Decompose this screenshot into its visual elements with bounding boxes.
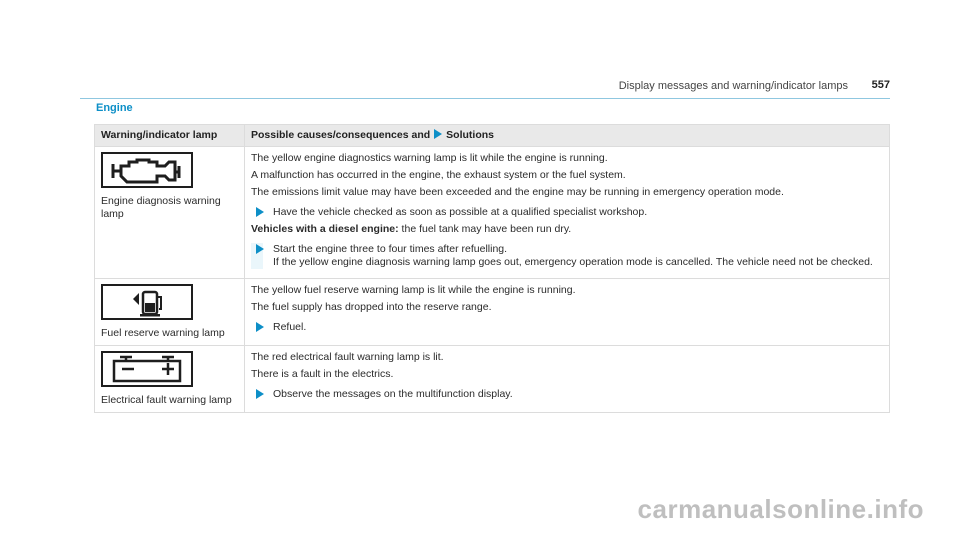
solutions-cell [245,147,890,279]
column-header-solutions-suffix: Solutions [446,129,495,141]
engine-check-icon [101,152,193,188]
table-row [95,147,890,279]
solutions-cell [245,279,890,346]
column-header-solutions [245,125,890,147]
running-title: Display messages and warning/indicator lamps [618,80,848,92]
solution-step [251,388,883,401]
solution-step [251,206,883,219]
arrow-right-icon [256,389,264,399]
diesel-note-text: the fuel tank may have been run dry. [398,223,572,235]
column-header-lamp: Warning/indicator lamp [95,125,245,147]
cause-text: The emissions limit value may have been exceeded and the engine may be running in emergency operation mode. [251,186,784,198]
solution-text: Start the engine three to four times after refuelling. [273,243,508,255]
arrow-right-icon [256,207,264,217]
cause-text: A malfunction has occurred in the engine, the exhaust system or the fuel system. [251,169,626,181]
page-header [80,78,890,99]
cause-text: The yellow engine diagnostics warning lamp is lit while the engine is running. [251,152,608,164]
lamp-label: Fuel reserve warning lamp [101,327,225,339]
diesel-note [251,223,883,236]
table-row [95,346,890,413]
lamp-cell [95,279,245,346]
cause-text: The yellow fuel reserve warning lamp is lit while the engine is running. [251,284,576,296]
arrow-right-icon [256,322,264,332]
warning-lamp-table [94,124,890,413]
diesel-note-label: Vehicles with a diesel engine: [251,223,399,235]
watermark: carmanualsonline.info [637,494,924,524]
fuel-pump-icon [101,284,193,320]
table-row [95,279,890,346]
lamp-cell [95,147,245,279]
section-title: Engine [96,102,133,114]
solution-text: Have the vehicle checked as soon as possible at a qualified specialist workshop. [273,206,648,218]
solution-step [251,243,883,269]
lamp-label: Electrical fault warning lamp [101,394,232,406]
page-number: 557 [871,79,890,91]
battery-icon [101,351,193,387]
solution-text: Refuel. [273,321,307,333]
cause-text: The fuel supply has dropped into the reserve range. [251,301,492,313]
solution-result-text: If the yellow engine diagnosis warning lamp goes out, emergency operation mode is cancelled. The vehicle need not be checked. [273,256,873,268]
arrow-right-icon [434,129,442,139]
solution-text: Observe the messages on the multifunction display. [273,388,513,400]
arrow-right-icon [256,244,264,254]
cause-text: There is a fault in the electrics. [251,368,394,380]
lamp-cell [95,346,245,413]
solution-step [251,321,883,334]
lamp-label: Engine diagnosis warning lamp [101,195,221,220]
solutions-cell [245,346,890,413]
table-header-row [95,125,890,147]
cause-text: The red electrical fault warning lamp is lit. [251,351,444,363]
column-header-solutions-prefix: Possible causes/consequences and [251,129,431,141]
